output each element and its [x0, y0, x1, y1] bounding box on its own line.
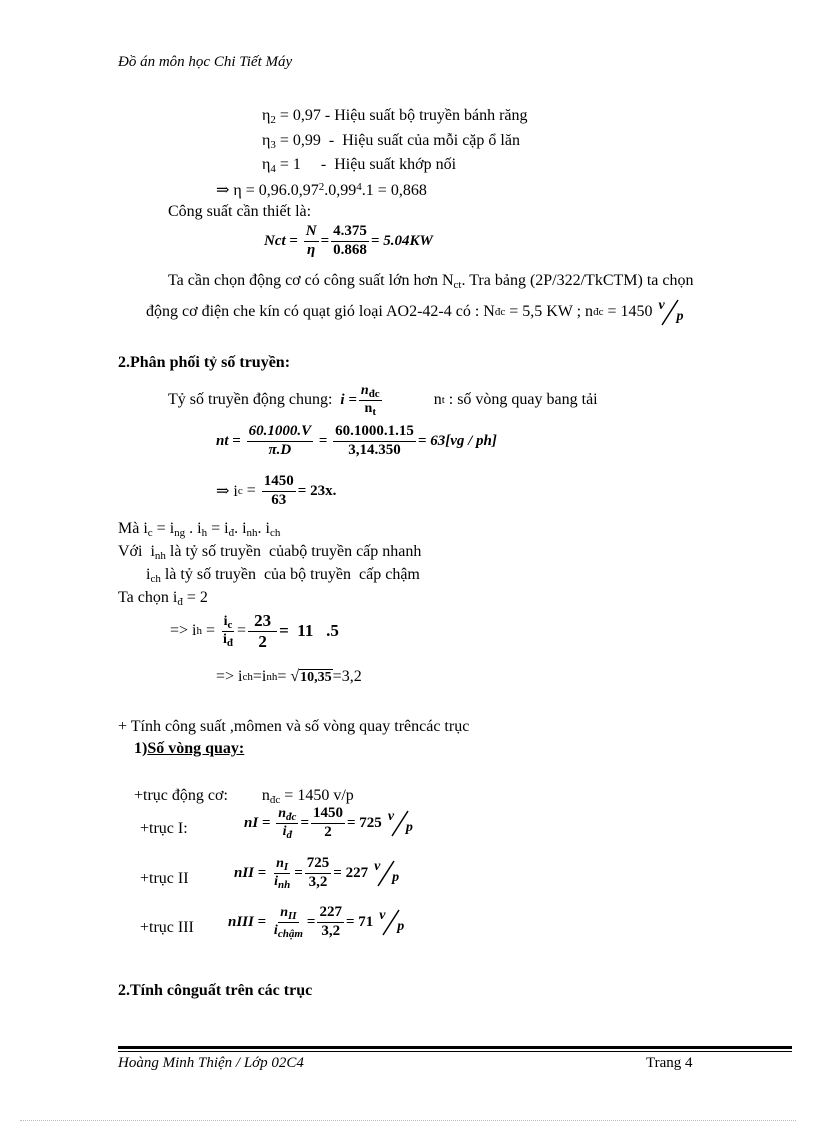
- footer-author: Hoàng Minh Thiện / Lớp 02C4: [118, 1055, 304, 1071]
- shaft3-speed-formula: n III = $\frac{n_{II}}{i_{chậm}}$ = $\frac{227}{3,2}$ = 71 v p: [228, 905, 413, 940]
- shaft1-speed-formula: n I = $\frac{n_{đc}}{i_đ}$ = $\frac{1450}{2}$ = 725 v p: [244, 806, 422, 841]
- shaft3-label: +trục III: [140, 919, 194, 936]
- shaft2-speed-formula: n II = $\frac{n_I}{i_{nh}}$ = $\frac{725}{3,2}$ = 227 v p: [234, 856, 408, 891]
- page-header: Đồ án môn học Chi Tiết Máy: [118, 54, 293, 70]
- choose-id-line: Ta chọn $i_đ = 2$: [118, 589, 208, 608]
- power-label: Công suất cần thiết là:: [168, 203, 312, 220]
- section-ratio-title: 2.Phân phối tỷ số truyền:: [118, 354, 291, 371]
- eta-total-line: ⇒ $\eta = 0,96.0,97^2.0,99^4.1 = 0,868$: [216, 181, 427, 199]
- footer-page-number: Trang 4: [646, 1055, 693, 1071]
- sqrt-icon: √: [290, 668, 300, 685]
- unit-vp-icon: v p: [658, 298, 684, 324]
- ich-formula: => i ch =i nh = √ 10,35 =3,2: [216, 668, 362, 685]
- footer-rule-thin: [118, 1051, 792, 1052]
- eta4-line: $\eta_4 = 1$ - Hiệu suất khớp nối: [262, 156, 457, 175]
- motor-line2: động cơ điện che kín có quạt gió loại AO2-42-4 có : N đc = 5,5 KW ; n đc = 1450 v p: [146, 298, 692, 326]
- shaft2-label: +trục II: [140, 870, 189, 887]
- shaft1-label: +trục I:: [140, 820, 188, 837]
- ratio-general-line: Tỷ số truyền động chung: i = $\frac{n_{đc}}{n_t}$ n t : số vòng quay bang tải: [168, 383, 598, 418]
- page-bottom-dotted-line: [20, 1120, 796, 1121]
- ratio-product-line: Mà $i_c = i_{ng}$ . $i_h = i_đ$. $i_{nh}$. $i_{ch}$: [118, 520, 281, 539]
- unit-vp-icon: v p: [374, 859, 400, 886]
- shaft-calc-intro: + Tính công suất ,mômen và số vòng quay trêncác trục: [118, 718, 470, 735]
- power-formula: N ct = $\frac{N}{\eta}$ = $\frac{4.375}{0.868}$ = 5.04KW: [264, 223, 433, 258]
- ich-definition: $i_{ch}$ là tỷ số truyền của bộ truyền cấp chậm: [146, 566, 420, 585]
- eta3-line: $\eta_3 = 0,99$ - Hiệu suất của mỗi cặp ổ lăn: [262, 132, 520, 151]
- belt-speed-formula: n t = $\frac{60.1000.V}{\pi.D}$ = $\frac{60.1000.1.15}{3,14.350}$ = 63[vg / ph]: [216, 423, 497, 458]
- eta2-line: $\eta_2 = 0,97$ - Hiệu suất bộ truyền bánh răng: [262, 107, 528, 126]
- unit-vp-icon: v p: [387, 809, 413, 836]
- subsection-speed-title: 1)Số vòng quay:: [134, 740, 245, 757]
- ih-formula: => i h = $\frac{i_c}{i_đ}$ = $\frac{23}{2}$ = 11 .5: [170, 611, 339, 651]
- inh-definition: Với $i_{nh}$ là tỷ số truyền củabộ truyền cấp nhanh: [118, 543, 422, 562]
- motor-line1: Ta cần chọn động cơ có công suất lớn hơn $N_{ct}$. Tra bảng (2P/322/TkCTM) ta chọn: [168, 272, 694, 291]
- section-power-title: 2.Tính cônguất trên các trục: [118, 982, 313, 999]
- unit-vp-icon: v p: [379, 908, 405, 935]
- ic-formula: ⇒ i c = $\frac{1450}{63}$ = 23x.: [216, 473, 337, 508]
- footer-rule-thick: [118, 1046, 792, 1049]
- motor-shaft-speed: +trục động cơ: $n_{đc} = 1450$ v/p: [134, 787, 354, 806]
